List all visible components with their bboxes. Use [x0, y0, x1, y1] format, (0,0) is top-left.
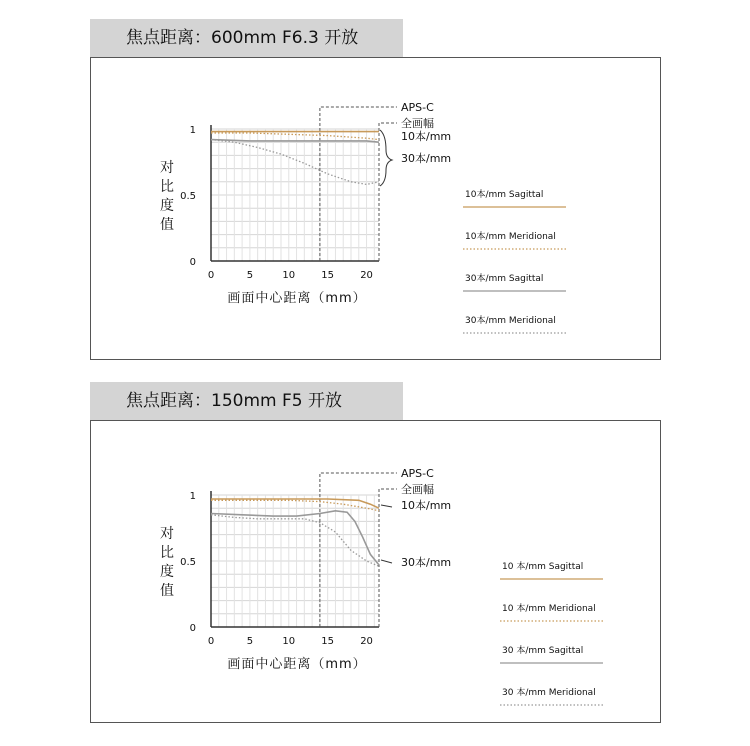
- y-axis-label-char: 对: [160, 526, 174, 542]
- x-tick-label: 5: [246, 636, 254, 647]
- legend-label: 30 本/mm Meridional: [502, 688, 596, 698]
- full-frame-label: 全画幅: [401, 117, 434, 130]
- y-axis-label-char: 值: [160, 583, 174, 599]
- freq-label-30: 30本/mm: [401, 152, 452, 165]
- x-tick-label: 10: [282, 636, 296, 647]
- x-tick-label: 5: [246, 270, 254, 281]
- x-axis-label: 画面中心距离（mm）: [227, 657, 367, 672]
- apsc-label: APS-C: [401, 101, 434, 114]
- y-axis-label-char: 比: [160, 179, 174, 195]
- panel-title: 焦点距离：600mm F6.3 开放: [90, 19, 403, 57]
- apsc-label: APS-C: [401, 467, 434, 480]
- y-axis-label-char: 对: [160, 160, 174, 176]
- x-tick-label: 0: [207, 636, 215, 647]
- y-tick-label: 0.5: [180, 191, 196, 202]
- x-tick-label: 20: [360, 270, 373, 281]
- y-tick-label: 0: [189, 257, 196, 268]
- x-tick-label: 0: [207, 270, 215, 281]
- arrow-icon: [381, 505, 392, 507]
- x-tick-label: 10: [282, 270, 296, 281]
- legend-label: 30本/mm Meridional: [465, 316, 556, 326]
- series-line: [211, 515, 379, 567]
- arrow-icon: [381, 560, 392, 563]
- y-axis-label-char: 度: [160, 564, 174, 580]
- y-axis-label-char: 值: [160, 217, 174, 233]
- full-frame-label: 全画幅: [401, 483, 434, 496]
- y-tick-label: 0.5: [180, 557, 196, 568]
- y-tick-label: 0: [189, 623, 196, 634]
- full-frame-boundary: [379, 489, 397, 627]
- legend-label: 10本/mm Meridional: [465, 232, 556, 242]
- freq-label-30: 30本/mm: [401, 556, 452, 569]
- panel-title: 焦点距离：150mm F5 开放: [90, 382, 403, 420]
- legend-label: 30本/mm Sagittal: [465, 274, 544, 284]
- legend-label: 10 本/mm Sagittal: [502, 562, 584, 572]
- x-tick-label: 20: [360, 636, 373, 647]
- legend-label: 10本/mm Sagittal: [465, 190, 544, 200]
- y-axis-label-char: 比: [160, 545, 174, 561]
- series-line: [211, 500, 379, 511]
- y-tick-label: 1: [189, 491, 196, 502]
- legend-label: 10 本/mm Meridional: [502, 604, 596, 614]
- x-axis-label: 画面中心距离（mm）: [227, 291, 367, 306]
- y-tick-label: 1: [189, 125, 196, 136]
- x-tick-label: 15: [321, 636, 335, 647]
- freq-label-10: 10本/mm: [401, 130, 452, 143]
- x-tick-label: 15: [321, 270, 335, 281]
- legend-label: 30 本/mm Sagittal: [502, 646, 584, 656]
- freq-label-10: 10本/mm: [401, 499, 452, 512]
- y-axis-label-char: 度: [160, 198, 174, 214]
